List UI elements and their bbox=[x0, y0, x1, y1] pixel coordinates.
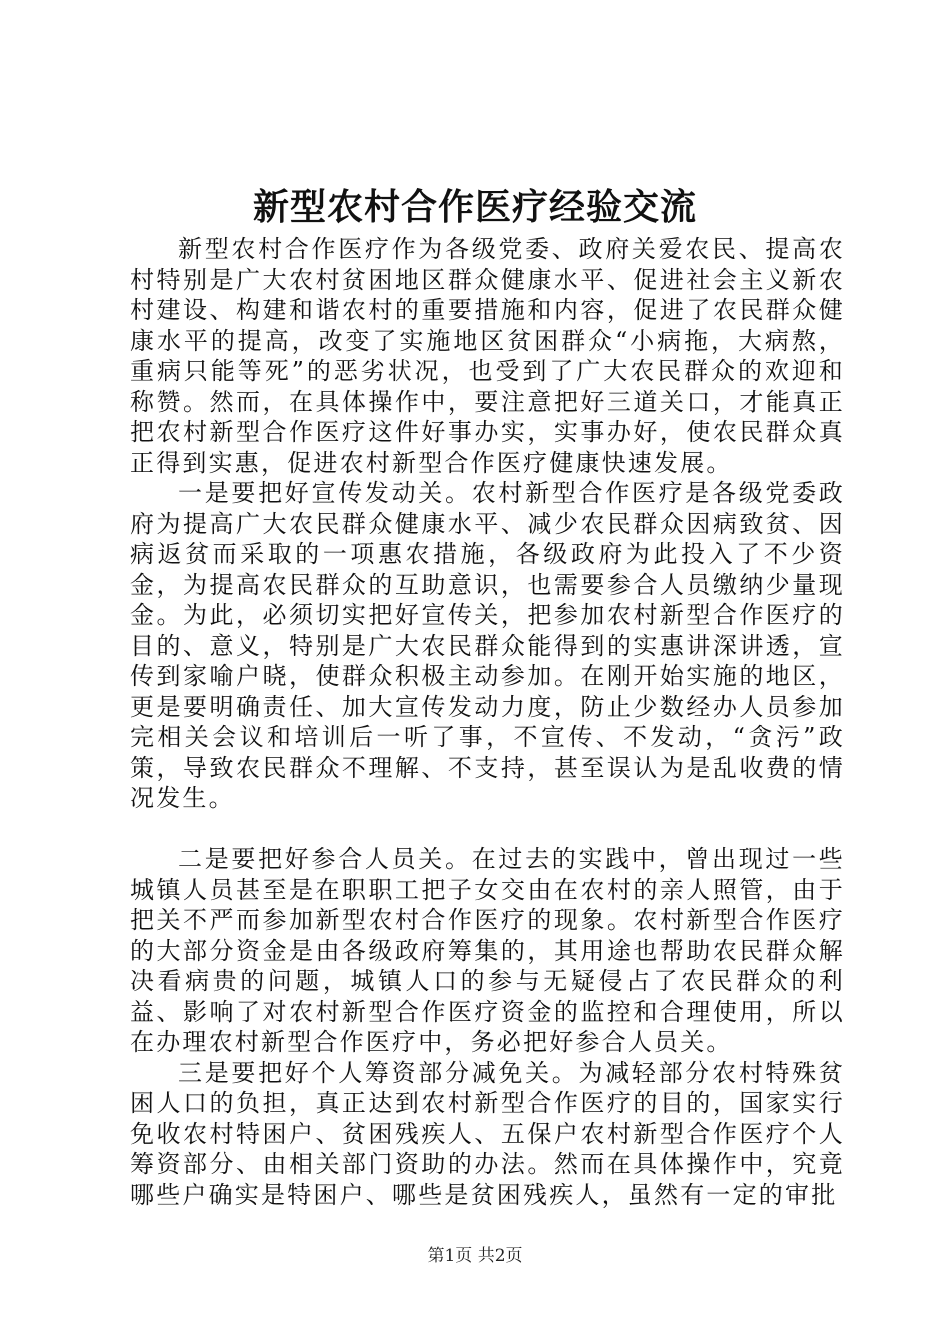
paragraph-publicity: 一是要把好宣传发动关。农村新型合作医疗是各级党委政府为提高广大农民群众健康水平、减少农民群众因病致贫、因病返贫而采取的一项惠农措施，各级政府为此投入了不少资金，为提高农民群众的互助意识，也需要参合人员缴纳少量现金。为此，必须切实把好宣传关，把参加农村新型合作医疗的目的、意义，特别是广大农民群众能得到的实惠讲深讲透，宣传到家喻户晓，使群众积极主动参加。在刚开始实施的地区，更是要明确责任、加大宣传发动力度，防止少数经办人员参加完相关会议和培训后一听了事，不宣传、不发动，“贪污”政策，导致农民群众不理解、不支持，甚至误认为是乱收费的情况发生。 bbox=[130, 479, 845, 812]
page-number-footer: 第1页 共2页 bbox=[427, 1246, 523, 1266]
paragraph-fee-exemption: 三是要把好个人筹资部分减免关。为减轻部分农村特殊贫困人口的负担，真正达到农村新型合作医疗的目的，国家实行免收农村特困户、贫困残疾人、五保户农村新型合作医疗个人筹资部分、由相关部门资助的办法。然而在具体操作中，究竟哪些户确实是特困户、哪些是贫困残疾人，虽然有一定的审批 bbox=[130, 1058, 845, 1209]
document-body bbox=[130, 234, 845, 1210]
paragraph-intro: 新型农村合作医疗作为各级党委、政府关爱农民、提高农村特别是广大农村贫困地区群众健康水平、促进社会主义新农村建设、构建和谐农村的重要措施和内容，促进了农民群众健康水平的提高，改变了实施地区贫困群众“小病拖，大病熬，重病只能等死”的恶劣状况，也受到了广大农民群众的欢迎和称赞。然而，在具体操作中，要注意把好三道关口，才能真正把农村新型合作医疗这件好事办实，实事办好，使农民群众真正得到实惠，促进农村新型合作医疗健康快速发展。 bbox=[130, 235, 845, 477]
paragraph-participants: 二是要把好参合人员关。在过去的实践中，曾出现过一些城镇人员甚至是在职职工把子女交由在农村的亲人照管，由于把关不严而参加新型农村合作医疗的现象。农村新型合作医疗的大部分资金是由各级政府筹集的，其用途也帮助农民群众解决看病贵的问题，城镇人口的参与无疑侵占了农民群众的利益、影响了对农村新型合作医疗资金的监控和合理使用，所以在办理农村新型合作医疗中，务必把好参合人员关。 bbox=[130, 845, 845, 1056]
document-title: 新型农村合作医疗经验交流 bbox=[252, 186, 697, 228]
